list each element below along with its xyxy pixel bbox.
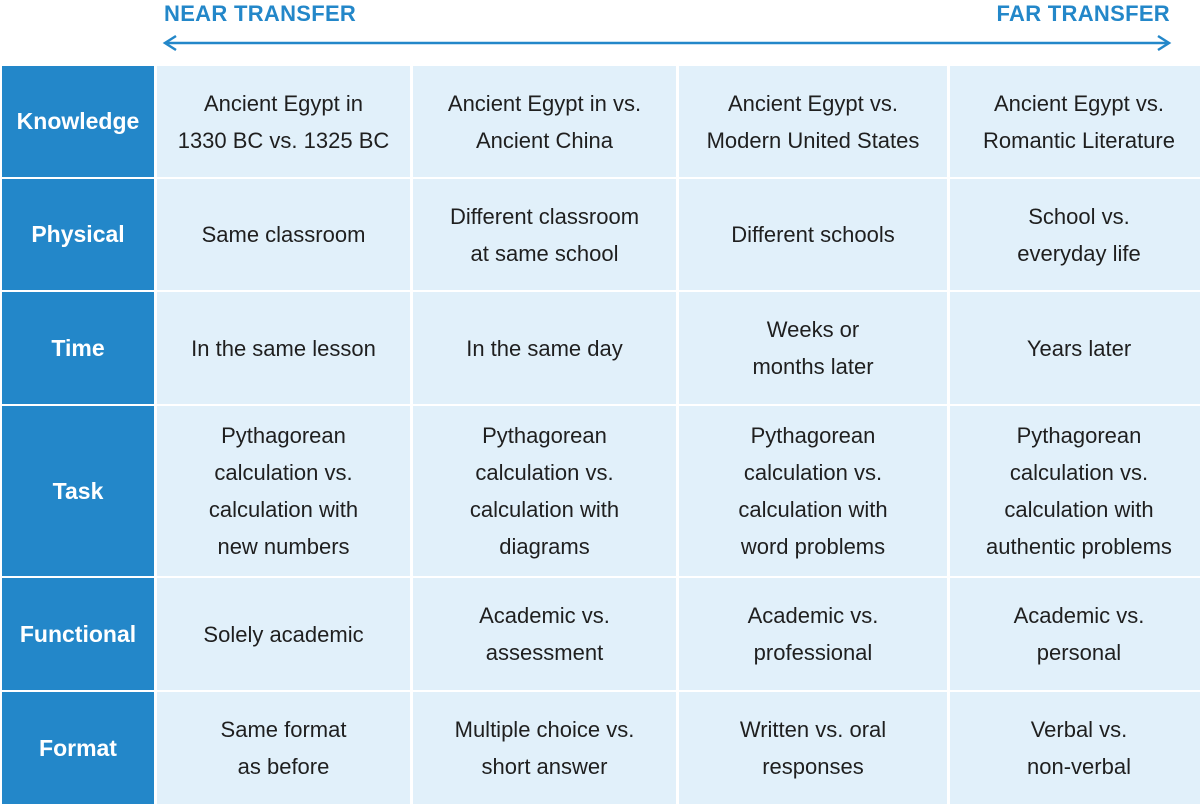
- table-cell: Weeks or months later: [679, 292, 947, 404]
- table-cell: Verbal vs. non-verbal: [950, 692, 1200, 804]
- table-cell: Academic vs. personal: [950, 578, 1200, 690]
- table-cell: Pythagorean calculation vs. calculation with diagrams: [413, 406, 676, 576]
- table-cell: Years later: [950, 292, 1200, 404]
- table-cell: Ancient Egypt vs. Modern United States: [679, 66, 947, 177]
- table-cell: Academic vs. assessment: [413, 578, 676, 690]
- table-cell: Ancient Egypt vs. Romantic Literature: [950, 66, 1200, 177]
- table-cell: Pythagorean calculation vs. calculation with new numbers: [157, 406, 410, 576]
- table-cell: Different schools: [679, 179, 947, 290]
- row-header-functional: Functional: [2, 578, 154, 690]
- table-cell: Written vs. oral responses: [679, 692, 947, 804]
- table-cell: Multiple choice vs. short answer: [413, 692, 676, 804]
- table-cell: Solely academic: [157, 578, 410, 690]
- row-header-task: Task: [2, 406, 154, 576]
- row-header-format: Format: [2, 692, 154, 804]
- table-cell: Same format as before: [157, 692, 410, 804]
- row-header-physical: Physical: [2, 179, 154, 290]
- table-cell: School vs. everyday life: [950, 179, 1200, 290]
- near-transfer-label: NEAR TRANSFER: [164, 1, 357, 26]
- transfer-table: [2, 66, 1200, 804]
- row-header-knowledge: Knowledge: [2, 66, 154, 177]
- double-headed-arrow-icon: [162, 33, 1172, 53]
- table-cell: In the same lesson: [157, 292, 410, 404]
- row-header-time: Time: [2, 292, 154, 404]
- table-cell: In the same day: [413, 292, 676, 404]
- table-cell: Pythagorean calculation vs. calculation with word problems: [679, 406, 947, 576]
- table-cell: Same classroom: [157, 179, 410, 290]
- table-cell: Different classroom at same school: [413, 179, 676, 290]
- table-cell: Ancient Egypt in vs. Ancient China: [413, 66, 676, 177]
- table-cell: Ancient Egypt in 1330 BC vs. 1325 BC: [157, 66, 410, 177]
- transfer-scale-header: [0, 0, 1200, 62]
- far-transfer-label: FAR TRANSFER: [996, 1, 1170, 26]
- table-cell: Academic vs. professional: [679, 578, 947, 690]
- table-cell: Pythagorean calculation vs. calculation with authentic problems: [950, 406, 1200, 576]
